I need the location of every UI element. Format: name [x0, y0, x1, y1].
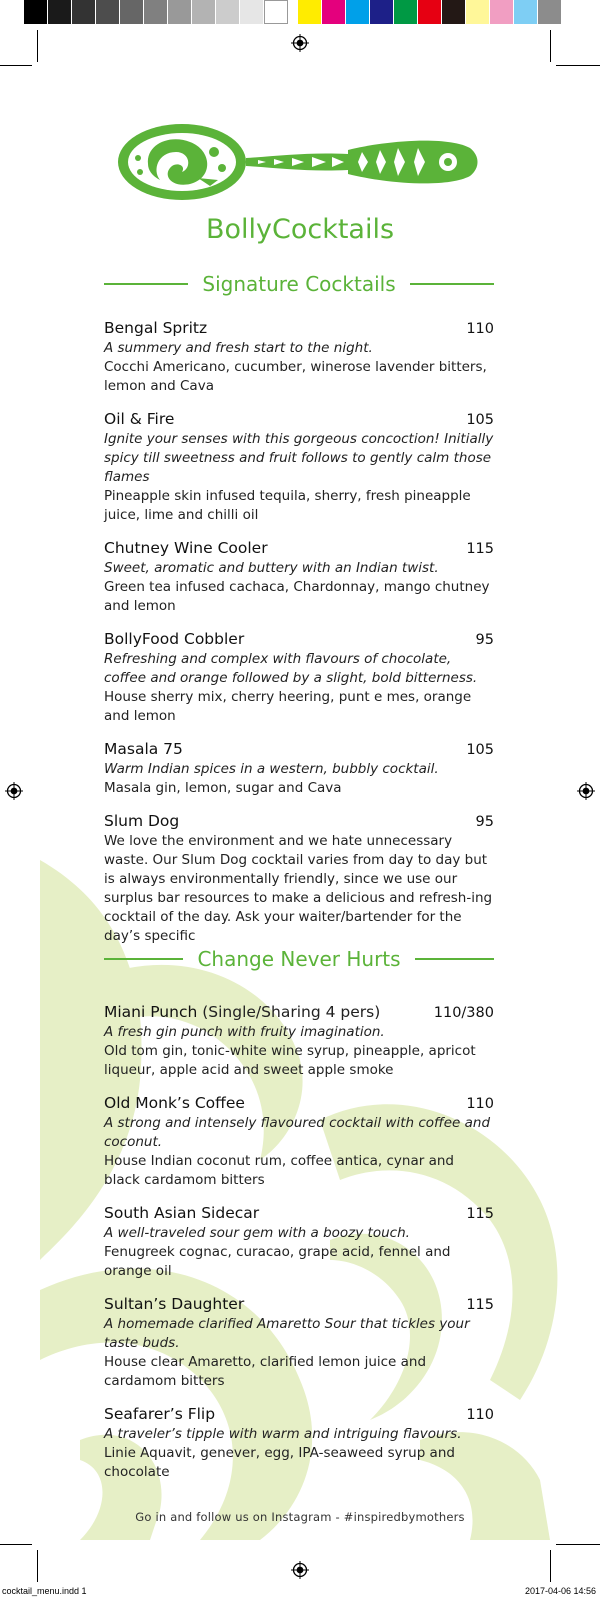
color-swatch	[514, 0, 538, 24]
menu-list-signature	[104, 318, 494, 959]
crop-mark	[550, 1550, 551, 1582]
menu-item-tagline: A well-traveled sour gem with a boozy touch.	[104, 1225, 410, 1241]
menu-item-ingredients: House Indian coconut rum, coffee antica, cynar and black cardamom bitters	[104, 1153, 454, 1188]
gray-swatch	[216, 0, 240, 24]
menu-item-tagline: A strong and intensely flavoured cocktail with coffee and coconut.	[104, 1115, 491, 1150]
menu-item-price: 115	[466, 541, 494, 557]
menu-item-tagline: Ignite your senses with this gorgeous concoction! Initially spicy till sweetness and fruit follows to gently calm those flames	[104, 431, 494, 485]
color-swatch	[538, 0, 562, 24]
menu-item	[104, 1093, 494, 1190]
crop-mark	[0, 65, 32, 66]
menu-item-name: Oil & Fire	[104, 410, 175, 428]
menu-item-ingredients: House clear Amaretto, clarified lemon juice and cardamom bitters	[104, 1354, 427, 1389]
color-swatch	[418, 0, 442, 24]
menu-item	[104, 1203, 494, 1281]
menu-item-name-group	[104, 629, 244, 649]
menu-item-header	[104, 538, 494, 559]
gray-swatch	[24, 0, 48, 24]
menu-item-ingredients: Old tom gin, tonic-white wine syrup, pineapple, apricot liqueur, apple acid and sweet apple smoke	[104, 1043, 476, 1078]
brand-title: BollyCocktails	[205, 214, 395, 245]
registration-mark-icon	[577, 782, 595, 800]
menu-item-name-group	[104, 1002, 380, 1022]
menu-item-name: Masala 75	[104, 740, 183, 758]
menu-item-tagline: A fresh gin punch with fruity imagination.	[104, 1024, 385, 1040]
menu-item-tagline: A summery and fresh start to the night.	[104, 340, 373, 356]
gray-swatch	[264, 0, 288, 24]
color-swatch	[442, 0, 466, 24]
gray-swatch	[96, 0, 120, 24]
heading-rule	[104, 283, 188, 285]
print-color-bar	[24, 0, 562, 24]
menu-item-header	[104, 1203, 494, 1224]
menu-item-header	[104, 1093, 494, 1114]
menu-item-name-group	[104, 1404, 215, 1424]
menu-item-name: BollyFood Cobbler	[104, 630, 245, 648]
crop-mark	[556, 65, 600, 66]
menu-item-name: Chutney Wine Cooler	[104, 539, 268, 557]
gray-swatch	[120, 0, 144, 24]
section-heading-text: Change Never Hurts	[197, 947, 401, 971]
menu-item-tagline: A traveler’s tipple with warm and intriguing flavours.	[104, 1426, 462, 1442]
print-slug-timestamp: 2017-04-06 14:56	[524, 1586, 596, 1596]
menu-item	[104, 318, 494, 396]
menu-item-ingredients: We love the environment and we hate unnecessary waste. Our Slum Dog cocktail varies from day to day but is always environmentally friendly, since we use our surplus bar resources to make a delicious and refresh-ing cocktail of the day. Ask your waiter/bartender for the day’s specific	[104, 833, 493, 944]
instagram-footer: Go in and follow us on Instagram - #inspiredbymothers	[135, 1510, 465, 1524]
menu-item-ingredients: Cocchi Americano, cucumber, winerose lavender bitters, lemon and Cava	[104, 359, 487, 394]
gray-swatch	[240, 0, 264, 24]
menu-item-tagline: Refreshing and complex with flavours of chocolate, coffee and orange followed by a slight, bold bitterness.	[104, 651, 478, 686]
menu-item-name: South Asian Sidecar	[104, 1204, 260, 1222]
menu-item-tagline: A homemade clarified Amaretto Sour that tickles your taste buds.	[104, 1316, 470, 1351]
menu-item-serving-note: (Single/Sharing 4 pers)	[197, 1003, 381, 1021]
menu-item-ingredients: Green tea infused cachaca, Chardonnay, mango chutney and lemon	[104, 579, 490, 614]
color-swatch	[298, 0, 322, 24]
color-swatch	[370, 0, 394, 24]
registration-mark-icon	[291, 1561, 309, 1579]
crop-mark	[0, 1544, 32, 1545]
crop-mark	[37, 30, 38, 62]
menu-item-price: 110	[466, 1096, 494, 1112]
menu-item-header	[104, 629, 494, 650]
menu-item-ingredients: Masala gin, lemon, sugar and Cava	[104, 780, 342, 796]
section-heading-text: Signature Cocktails	[202, 272, 396, 296]
color-swatch	[346, 0, 370, 24]
menu-item-ingredients: House sherry mix, cherry heering, punt e mes, orange and lemon	[104, 689, 472, 724]
menu-item-name: Seafarer’s Flip	[104, 1405, 216, 1423]
menu-item-name-group	[104, 1203, 259, 1223]
crop-mark	[550, 30, 551, 62]
color-swatch	[490, 0, 514, 24]
registration-mark-icon	[5, 782, 23, 800]
menu-item-name-group	[104, 538, 268, 558]
menu-item-tagline: Sweet, aromatic and buttery with an Indian twist.	[104, 560, 439, 576]
crop-mark	[37, 1550, 38, 1582]
menu-item-ingredients: Pineapple skin infused tequila, sherry, fresh pineapple juice, lime and chilli oil	[104, 488, 471, 523]
menu-item-header	[104, 1002, 494, 1023]
menu-item-price: 115	[466, 1206, 494, 1222]
menu-item-price: 115	[466, 1297, 494, 1313]
menu-item-tagline: Warm Indian spices in a western, bubbly cocktail.	[104, 761, 439, 777]
color-swatch	[322, 0, 346, 24]
menu-item-name-group	[104, 1294, 244, 1314]
menu-item-header	[104, 811, 494, 832]
gray-swatch	[168, 0, 192, 24]
menu-item-price: 110	[466, 1407, 494, 1423]
menu-item-name: Miani Punch	[104, 1003, 198, 1021]
menu-item-ingredients: Linie Aquavit, genever, egg, IPA-seaweed syrup and chocolate	[104, 1445, 455, 1480]
menu-item-name: Slum Dog	[104, 812, 180, 830]
menu-item-header	[104, 1294, 494, 1315]
print-slug-file: cocktail_menu.indd 1	[2, 1586, 87, 1596]
menu-item	[104, 629, 494, 726]
registration-mark-icon	[291, 34, 309, 52]
menu-list-change	[104, 1002, 494, 1495]
menu-item	[104, 1294, 494, 1391]
menu-item-name-group	[104, 739, 183, 759]
heading-rule	[104, 958, 183, 960]
heading-rule	[415, 958, 494, 960]
menu-item	[104, 409, 494, 525]
menu-item-price: 110/380	[433, 1005, 494, 1021]
menu-item-name-group	[104, 1093, 245, 1113]
menu-item-price: 95	[475, 814, 494, 830]
menu-item	[104, 811, 494, 946]
menu-item	[104, 739, 494, 798]
menu-item-price: 110	[466, 321, 494, 337]
color-swatch	[394, 0, 418, 24]
gray-swatch	[48, 0, 72, 24]
menu-item	[104, 538, 494, 616]
menu-item-name: Bengal Spritz	[104, 319, 208, 337]
section-heading	[104, 272, 494, 296]
paisley-spoon-icon	[118, 122, 478, 206]
menu-item-name-group	[104, 811, 179, 831]
crop-mark	[556, 1544, 600, 1545]
menu-item-header	[104, 318, 494, 339]
menu-item-name-group	[104, 318, 207, 338]
menu-item-price: 105	[466, 742, 494, 758]
menu-item-name: Sultan’s Daughter	[104, 1295, 245, 1313]
menu-item-header	[104, 739, 494, 760]
menu-item-price: 95	[475, 632, 494, 648]
menu-item-header	[104, 1404, 494, 1425]
heading-rule	[410, 283, 494, 285]
gray-swatch	[192, 0, 216, 24]
gray-swatch	[144, 0, 168, 24]
section-heading	[104, 947, 494, 971]
menu-item-price: 105	[466, 412, 494, 428]
menu-item-name-group	[104, 409, 174, 429]
gray-swatch	[72, 0, 96, 24]
color-swatch	[466, 0, 490, 24]
menu-item	[104, 1002, 494, 1080]
menu-item-header	[104, 409, 494, 430]
menu-item-ingredients: Fenugreek cognac, curacao, grape acid, fennel and orange oil	[104, 1244, 451, 1279]
menu-item	[104, 1404, 494, 1482]
menu-item-name: Old Monk’s Coffee	[104, 1094, 245, 1112]
